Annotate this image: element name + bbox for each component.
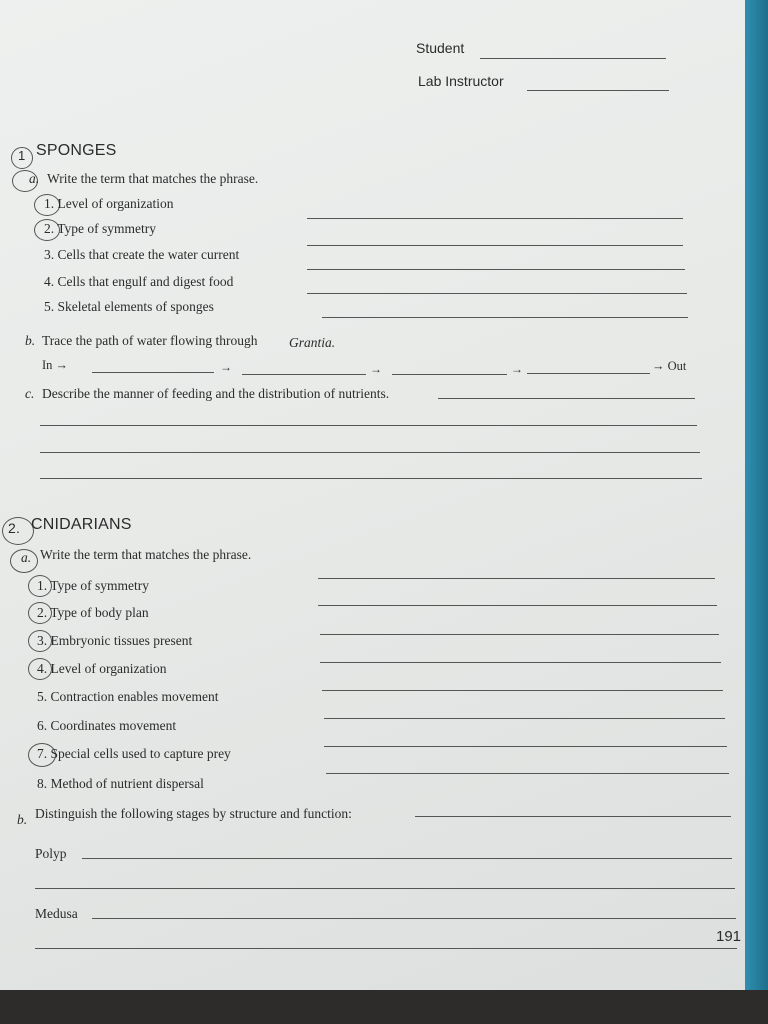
water-path-blank-4[interactable]	[527, 373, 650, 374]
polyp-answer-line-2[interactable]	[35, 888, 735, 889]
cnidarians-answer-line-5[interactable]	[322, 690, 723, 691]
sponges-part-c-prompt: Describe the manner of feeding and the distribution of nutrients.	[42, 386, 390, 401]
cnidarians-part-b-line-0[interactable]	[415, 816, 731, 817]
water-path-blank-3[interactable]	[392, 374, 507, 375]
sponges-part-b-letter: b.	[25, 333, 36, 348]
polyp-label: Polyp	[35, 846, 67, 861]
sponges-part-b-species: Grantia.	[289, 335, 336, 350]
table-surface	[0, 990, 768, 1024]
sponges-number: 1	[18, 148, 26, 163]
cnidarians-part-a-letter: a.	[21, 550, 32, 565]
sponges-part-c-line-0[interactable]	[438, 398, 695, 399]
page-number: 191	[716, 928, 742, 945]
cnidarians-part-a-prompt: Write the term that matches the phrase.	[40, 547, 252, 562]
cnidarians-item-6: 6. Coordinates movement	[37, 718, 177, 733]
cnidarians-answer-line-4[interactable]	[320, 662, 721, 663]
cnidarians-item-1: 1. Type of symmetry	[37, 578, 150, 593]
cnidarians-part-b-letter: b.	[17, 812, 28, 827]
sponges-answer-line-2[interactable]	[307, 245, 683, 246]
sponges-answer-line-5[interactable]	[322, 317, 688, 318]
sponges-item-2: 2. Type of symmetry	[44, 221, 157, 236]
water-path-arrow-3: →	[511, 362, 523, 376]
water-path-in: In →	[42, 358, 69, 372]
water-path-blank-2[interactable]	[242, 374, 366, 375]
sponges-item-5: 5. Skeletal elements of sponges	[44, 299, 214, 314]
medusa-answer-line-1[interactable]	[92, 918, 736, 919]
cnidarians-answer-line-3[interactable]	[320, 634, 719, 635]
water-path-out: → Out	[652, 359, 687, 373]
sponges-part-b-prompt: Trace the path of water flowing through	[42, 333, 258, 348]
sponges-answer-line-3[interactable]	[307, 269, 685, 270]
water-path-blank-1[interactable]	[92, 372, 214, 373]
student-answer-line[interactable]	[480, 58, 666, 59]
water-path-arrow-1: →	[220, 360, 232, 374]
sponges-item-3: 3. Cells that create the water current	[44, 247, 240, 262]
cnidarians-heading: CNIDARIANS	[31, 516, 132, 533]
cnidarians-number: 2.	[8, 520, 21, 536]
cnidarians-answer-line-2[interactable]	[318, 605, 717, 606]
lab-instructor-answer-line[interactable]	[527, 90, 669, 91]
sponges-part-c-line-3[interactable]	[40, 478, 702, 479]
sponges-part-c-line-1[interactable]	[40, 425, 697, 426]
cnidarians-item-4: 4. Level of organization	[37, 661, 167, 676]
cnidarians-answer-line-1[interactable]	[318, 578, 715, 579]
cnidarians-item-5: 5. Contraction enables movement	[37, 689, 219, 704]
medusa-label: Medusa	[35, 906, 78, 921]
cnidarians-item-8: 8. Method of nutrient dispersal	[37, 776, 204, 791]
sponges-item-4: 4. Cells that engulf and digest food	[44, 274, 234, 289]
cnidarians-item-2: 2. Type of body plan	[37, 605, 149, 620]
lab-instructor-label: Lab Instructor	[418, 73, 504, 89]
cnidarians-answer-line-8[interactable]	[326, 773, 729, 774]
sponges-heading: SPONGES	[36, 142, 117, 159]
sponges-item-1: 1. Level of organization	[44, 196, 174, 211]
binder-edge	[745, 0, 768, 1024]
sponges-part-a-prompt: Write the term that matches the phrase.	[47, 171, 259, 186]
cnidarians-item-3: 3. Embryonic tissues present	[37, 633, 193, 648]
student-label: Student	[416, 40, 465, 56]
cnidarians-answer-line-6[interactable]	[324, 718, 725, 719]
sponges-answer-line-4[interactable]	[307, 293, 687, 294]
cnidarians-answer-line-7[interactable]	[324, 746, 727, 747]
cnidarians-part-b-prompt: Distinguish the following stages by structure and function:	[35, 806, 352, 821]
polyp-answer-line-1[interactable]	[82, 858, 732, 859]
sponges-part-c-line-2[interactable]	[40, 452, 700, 453]
sponges-answer-line-1[interactable]	[307, 218, 683, 219]
medusa-answer-line-2[interactable]	[35, 948, 737, 949]
water-path-arrow-2: →	[370, 362, 382, 376]
sponges-part-a-letter: a.	[29, 171, 40, 186]
cnidarians-item-7: 7. Special cells used to capture prey	[37, 746, 231, 761]
sponges-part-c-letter: c.	[25, 386, 35, 401]
